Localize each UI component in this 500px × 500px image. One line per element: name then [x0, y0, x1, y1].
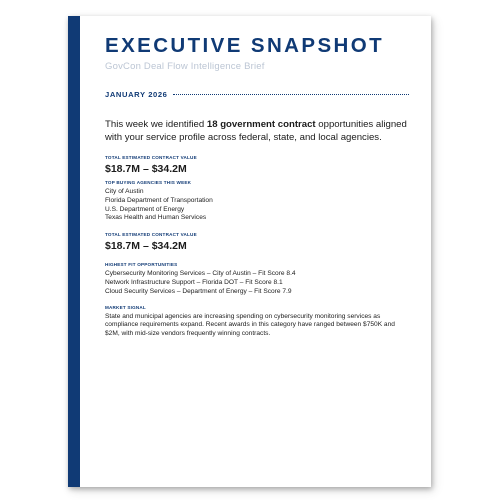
list-item: City of Austin: [105, 188, 144, 195]
section-highest-fit: [105, 262, 409, 296]
intro-paragraph: [105, 118, 409, 144]
opportunity-list: [105, 270, 409, 296]
dotted-divider: [173, 94, 410, 95]
section-label: TOTAL ESTIMATED CONTRACT VALUE: [105, 155, 197, 160]
section-contract-value-2: [105, 232, 409, 253]
list-item: Cybersecurity Monitoring Services – City of Austin – Fit Score 8.4: [105, 270, 296, 278]
contract-value: $18.7M – $34.2M: [105, 163, 187, 175]
section-market-signal: [105, 305, 409, 339]
page-accent-stripe: [68, 16, 80, 487]
list-item: U.S. Department of Energy: [105, 205, 185, 213]
section-contract-value: [105, 155, 409, 176]
list-item: Network Infrastructure Support – Florida DOT – Fit Score 8.1: [105, 278, 283, 286]
contract-value: $18.7M – $34.2M: [105, 240, 187, 253]
document-subtitle: GovCon Deal Flow Intelligence Brief: [105, 61, 265, 72]
list-item: Cloud Security Services – Department of Energy – Fit Score 7.9: [105, 287, 292, 295]
intro-highlight: 18 government contract: [206, 119, 316, 130]
section-label: HIGHEST FIT OPPORTUNITIES: [105, 262, 178, 268]
document-title: EXECUTIVE SNAPSHOT: [105, 34, 384, 57]
section-top-agencies: [105, 180, 409, 223]
agency-list: [105, 188, 409, 223]
list-item: Florida Department of Transportation: [105, 196, 213, 204]
issue-date: JANUARY 2026: [105, 90, 168, 99]
section-label: TOTAL ESTIMATED CONTRACT VALUE: [105, 232, 197, 238]
section-label: TOP BUYING AGENCIES THIS WEEK: [105, 180, 192, 185]
document-page: [68, 16, 431, 487]
list-item: Texas Health and Human Services: [105, 214, 207, 222]
intro-text-before: This week we identified: [105, 119, 207, 130]
date-row: [105, 90, 409, 99]
intro-text-after: opportunities aligned with your service profile across federal, state, and local agencies.: [105, 119, 407, 143]
market-signal-text: State and municipal agencies are increasing spending on cybersecurity monitoring services as compliance requirements expand. Recent awards in this category have ranged between $750K and $2M, with mid-size vendors frequently winning contracts.: [105, 312, 395, 338]
document-content: [105, 34, 409, 346]
section-label: MARKET SIGNAL: [105, 304, 146, 310]
